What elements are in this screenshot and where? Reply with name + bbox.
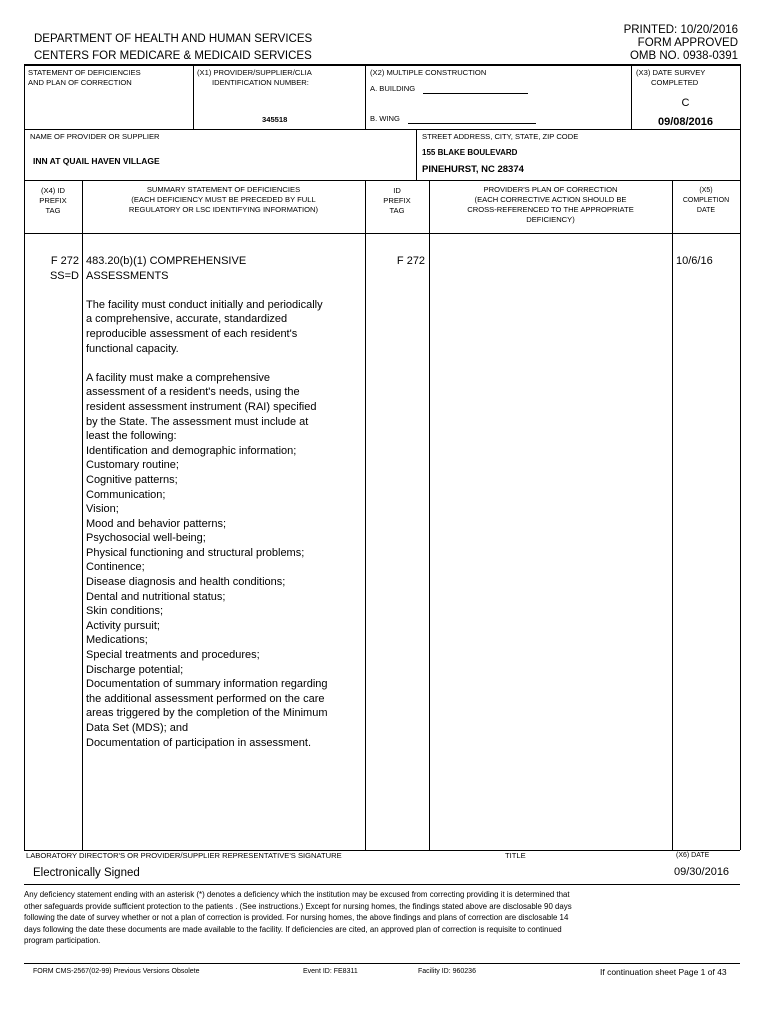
deficiency-text-line: Vision; <box>86 503 119 516</box>
printed-date: PRINTED: 10/20/2016 <box>623 24 738 36</box>
deficiency-text-line: Communication; <box>86 488 166 501</box>
building-label: A. BUILDING <box>370 84 416 93</box>
footnote-line: days following the date these documents are made available to the facility. If deficiencies are cited, an approved plan of correction is requisite to continued <box>24 924 562 934</box>
event-id: Event ID: FE8311 <box>303 968 358 975</box>
deficiency-text-line: Identification and demographic information; <box>86 444 297 457</box>
summary-header: SUMMARY STATEMENT OF DEFICIENCIES (EACH DEFICIENCY MUST BE PRECEDED BY FULL REGULATORY OR LSC IDENTIFYING INFORMATION) <box>128 185 319 214</box>
completion-header: (X5) COMPLETION DATE <box>682 187 730 214</box>
deficiency-text-line: Dental and nutritional status; <box>86 590 226 603</box>
signature-date: 09/30/2016 <box>674 866 730 878</box>
deficiency-text-line: Documentation of participation in assessment. <box>86 736 312 749</box>
plan-tag: F 272 <box>396 255 426 267</box>
address-street: 155 BLAKE BOULEVARD <box>422 148 518 157</box>
provider-id-number: 345518 <box>262 115 288 124</box>
signature-value: Electronically Signed <box>33 867 140 879</box>
form-number: FORM CMS-2567(02-99) Previous Versions Obsolete <box>33 968 200 975</box>
footnote-line: following the date of survey whether or not a plan of correction is provided. For nursing homes, the above findings and plans of correction are disclosable 14 <box>24 913 569 923</box>
address-city: PINEHURST, NC 28374 <box>422 164 524 175</box>
deficiency-text-line: by the State. The assessment must include at <box>86 415 309 428</box>
x1-label-2: IDENTIFICATION NUMBER: <box>212 78 309 87</box>
centers-title: CENTERS FOR MEDICARE & MEDICAID SERVICES <box>34 50 312 62</box>
deficiency-text-line: A facility must make a comprehensive <box>86 371 271 384</box>
deficiency-text-line: Medications; <box>86 634 148 647</box>
deficiency-text-line: The facility must conduct initially and periodically <box>86 298 323 311</box>
deficiency-text-line: Psychosocial well-being; <box>86 532 206 545</box>
deficiency-text-line: resident assessment instrument (RAI) specified <box>86 400 317 413</box>
deficiency-text-line: assessment of a resident's needs, using the <box>86 386 300 399</box>
deficiency-text-line: Mood and behavior patterns; <box>86 517 227 530</box>
deficiency-text-line: Physical functioning and structural problems; <box>86 546 305 559</box>
deficiency-text-line: Customary routine; <box>86 459 179 472</box>
deficiency-text-line: Discharge potential; <box>86 663 184 676</box>
statement-label-1: STATEMENT OF DEFICIENCIES <box>28 68 141 77</box>
address-label: STREET ADDRESS, CITY, STATE, ZIP CODE <box>422 132 579 141</box>
x4-header: (X4) ID PREFIX TAG <box>39 186 67 215</box>
deficiency-text-line: reproducible assessment of each resident's <box>86 327 298 340</box>
survey-date: 09/08/2016 <box>657 116 714 128</box>
page-indicator: If continuation sheet Page 1 of 43 <box>600 967 727 977</box>
regulation-title-2: ASSESSMENTS <box>86 269 169 282</box>
provider-name: INN AT QUAIL HAVEN VILLAGE <box>33 156 160 166</box>
deficiency-text-line: Activity pursuit; <box>86 619 160 632</box>
disclosure-footnote <box>24 889 572 947</box>
x2-label: (X2) MULTIPLE CONSTRUCTION <box>370 68 487 77</box>
footnote-line: other safeguards provide sufficient protection to the patients . (See instructions.) Except for nursing homes, the findings stated above are disclosable 90 days <box>24 901 572 911</box>
deficiency-tag: F 272 SS=D <box>49 255 79 282</box>
deficiency-text-line: Continence; <box>86 561 145 574</box>
deficiency-text-line: Documentation of summary information regarding <box>86 678 328 691</box>
deficiency-text-line: Data Set (MDS); and <box>86 722 189 734</box>
form-approved: FORM APPROVED <box>637 37 738 49</box>
wing-label: B. WING <box>370 114 400 123</box>
facility-id: Facility ID: 960236 <box>418 968 476 975</box>
deficiency-text-line: areas triggered by the completion of the Minimum <box>86 707 328 720</box>
regulation-title-1: 483.20(b)(1) COMPREHENSIVE <box>86 255 247 267</box>
completion-date: 10/6/16 <box>676 255 713 267</box>
x1-label-1: (X1) PROVIDER/SUPPLIER/CLIA <box>197 68 312 77</box>
deficiency-text-line: Skin conditions; <box>86 605 164 618</box>
deficiency-text-line: least the following: <box>86 430 177 443</box>
footnote-line: Any deficiency statement ending with an asterisk (*) denotes a deficiency which the institution may be excused from correcting providing it is determined that <box>24 890 570 899</box>
date-label: (X6) DATE <box>676 852 710 859</box>
deficiency-text-line: Cognitive patterns; <box>86 473 178 486</box>
omb-number: OMB NO. 0938-0391 <box>629 50 738 62</box>
signature-label: LABORATORY DIRECTOR'S OR PROVIDER/SUPPLIER REPRESENTATIVE'S SIGNATURE <box>26 851 342 860</box>
department-title: DEPARTMENT OF HEALTH AND HUMAN SERVICES <box>34 33 313 45</box>
deficiency-text-line: Special treatments and procedures; <box>86 649 260 662</box>
deficiency-text-line: the additional assessment performed on the care <box>86 692 325 705</box>
statement-label-2: AND PLAN OF CORRECTION <box>28 78 132 87</box>
x3-label-2: COMPLETED <box>651 78 699 87</box>
provider-name-label: NAME OF PROVIDER OR SUPPLIER <box>30 132 160 141</box>
footnote-line: program participation. <box>24 936 101 946</box>
deficiency-text-line: functional capacity. <box>86 342 179 355</box>
id-prefix-header: ID PREFIX TAG <box>383 186 411 215</box>
title-label: TITLE <box>505 851 526 860</box>
plan-header: PROVIDER'S PLAN OF CORRECTION (EACH CORRECTIVE ACTION SHOULD BE CROSS-REFERENCED TO THE APPROPRIATE DEFICIENCY) <box>467 185 634 224</box>
deficiency-text-line: a comprehensive, accurate, standardized <box>86 313 288 326</box>
deficiency-text <box>86 254 328 750</box>
survey-code: C <box>681 97 690 109</box>
deficiency-text-line: Disease diagnosis and health conditions; <box>86 576 286 589</box>
x3-label-1: (X3) DATE SURVEY <box>636 68 706 77</box>
